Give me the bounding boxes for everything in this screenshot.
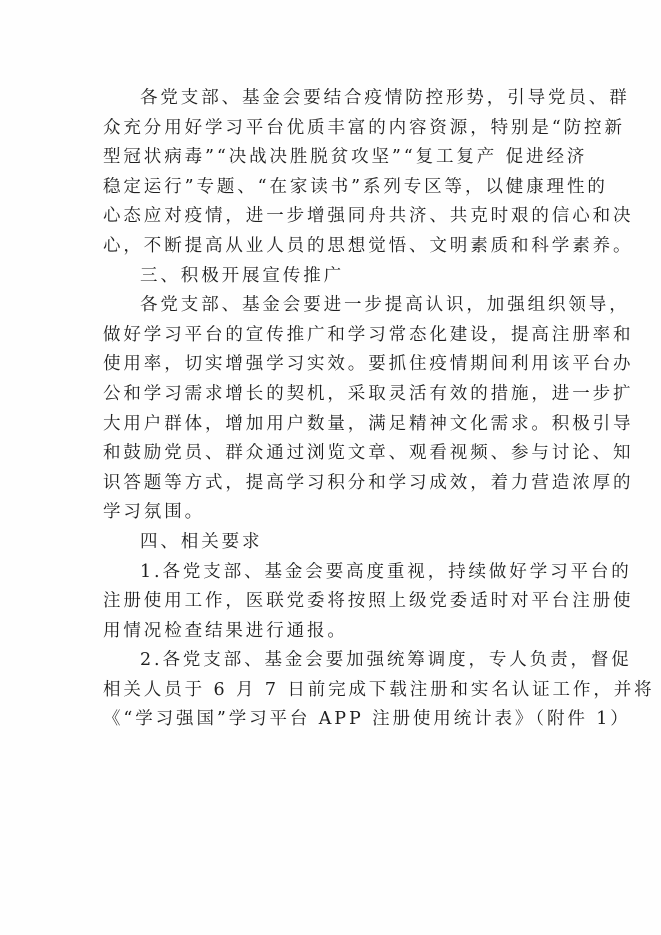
text-line: 心态应对疫情，进一步增强同舟共济、共克时艰的信心和决: [103, 206, 634, 227]
text-line: 和鼓励党员、群众通过浏览文章、观看视频、参与讨论、知: [103, 443, 634, 464]
text-line: 1.各党支部、基金会要高度重视，持续做好学习平台的: [140, 561, 632, 582]
text-line: 相关人员于 6 月 7 日前完成下载注册和实名认证工作，并将: [103, 679, 655, 700]
text-line: 稳定运行”专题、“在家读书”系列专区等，以健康理性的: [103, 176, 608, 197]
text-line: 大用户群体，增加用户数量，满足精神文化需求。积极引导: [103, 413, 634, 434]
heading-text: 三、积极开展宣传推广: [140, 265, 344, 286]
text-line: 用情况检查结果进行通报。: [103, 620, 348, 641]
paragraph-requirement-2: [103, 646, 655, 735]
text-line: 各党支部、基金会要结合疫情防控形势，引导党员、群: [140, 88, 630, 108]
paragraph-promotion: [103, 291, 634, 528]
document-body: [103, 84, 655, 735]
text-line: 型冠状病毒”“决战决胜脱贫攻坚”“复工复产 促进经济: [103, 147, 588, 168]
section-heading-4: [103, 528, 573, 558]
text-line: 各党支部、基金会要进一步提高认识，加强组织领导，: [140, 295, 630, 316]
text-line: 《“学习强国”学习平台 APP 注册使用统计表》（附件 1）: [103, 709, 631, 730]
text-line: 学习氛围。: [103, 502, 205, 523]
section-heading-3: [103, 262, 573, 292]
text-line: 众充分用好学习平台优质丰富的内容资源，特别是“防控新: [103, 117, 625, 138]
text-line: 识答题等方式，提高学习积分和学习成效，着力营造浓厚的: [103, 472, 634, 493]
text-line: 做好学习平台的宣传推广和学习常态化建设，提高注册率和: [103, 324, 634, 345]
text-line: 公和学习需求增长的契机，采取灵活有效的措施，进一步扩: [103, 383, 634, 404]
text-line: 使用率，切实增强学习实效。要抓住疫情期间利用该平台办: [103, 354, 634, 375]
paragraph-requirement-1: [103, 558, 634, 647]
text-line: 心，不断提高从业人员的思想觉悟、文明素质和科学素养。: [103, 235, 634, 256]
heading-text: 四、相关要求: [140, 531, 263, 552]
paragraph-epidemic-resources: [103, 84, 634, 262]
text-line: 2.各党支部、基金会要加强统筹调度，专人负责，督促: [140, 650, 632, 671]
text-line: 注册使用工作，医联党委将按照上级党委适时对平台注册使: [103, 591, 634, 612]
